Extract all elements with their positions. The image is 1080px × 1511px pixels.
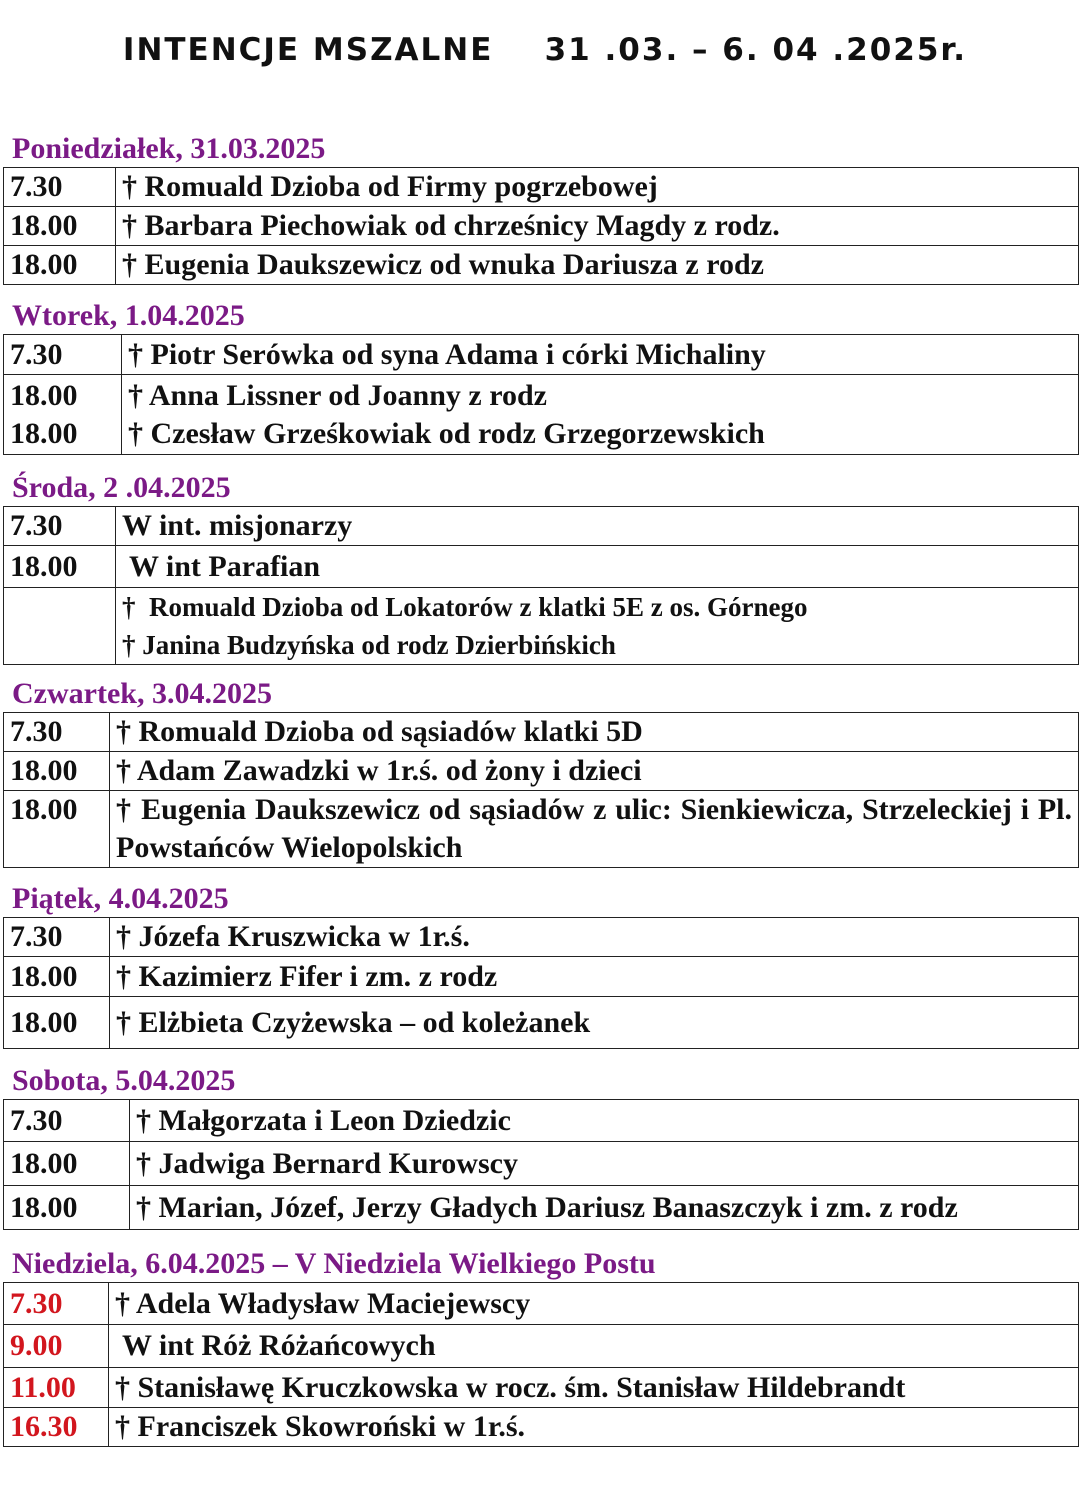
mass-time: 18.00 <box>10 416 78 450</box>
mass-intention: † Stanisławę Kruczkowska w rocz. śm. Stanisław Hildebrandt <box>109 1368 1079 1408</box>
table-row <box>4 507 1079 546</box>
mass-intention: W int Parafian <box>116 546 1079 588</box>
mass-intention: † Małgorzata i Leon Dziedzic <box>130 1100 1079 1142</box>
mass-intention: † Eugenia Daukszewicz od wnuka Dariusza z rodz <box>116 246 1079 285</box>
mass-intention: † Barbara Piechowiak od chrześnicy Magdy z rodz. <box>116 207 1079 246</box>
mass-time: 18.00 <box>4 752 110 791</box>
mass-table-wednesday <box>3 506 1079 665</box>
table-row <box>4 791 1079 868</box>
mass-time: 16.30 <box>4 1408 109 1447</box>
mass-time: 7.30 <box>4 1283 109 1325</box>
mass-intention: † Jadwiga Bernard Kurowscy <box>130 1142 1079 1186</box>
mass-intention: † Eugenia Daukszewicz od sąsiadów z ulic: Sienkiewicza, Strzeleckiej i Pl. Powstańców Wielopolskich <box>110 791 1079 868</box>
mass-time: 18.00 <box>4 546 116 588</box>
mass-time: 7.30 <box>4 1100 130 1142</box>
mass-intention: † Adam Zawadzki w 1r.ś. od żony i dzieci <box>110 752 1079 791</box>
mass-time-cell <box>4 375 122 455</box>
mass-time: 18.00 <box>4 1186 130 1230</box>
mass-time: 7.30 <box>4 918 110 957</box>
table-row <box>4 335 1079 375</box>
mass-intention: † Józefa Kruszwicka w 1r.ś. <box>110 918 1079 957</box>
page-title: INTENCJE MSZALNE 31 .03. – 6. 04 .2025r. <box>122 32 968 68</box>
mass-time: 18.00 <box>4 957 110 997</box>
mass-intention: † Piotr Serówka od syna Adama i córki Michaliny <box>122 335 1079 375</box>
mass-time: 18.00 <box>4 791 110 868</box>
mass-time: 7.30 <box>4 168 116 207</box>
mass-intention: † Anna Lissner od Joanny z rodz <box>128 378 547 412</box>
mass-table-friday <box>3 917 1079 1049</box>
mass-table-thursday <box>3 712 1079 868</box>
mass-intention: † Romuald Dzioba od Firmy pogrzebowej <box>116 168 1079 207</box>
mass-time: 7.30 <box>4 713 110 752</box>
table-row <box>4 1325 1079 1368</box>
table-row <box>4 997 1079 1049</box>
mass-intention: † Romuald Dzioba od Lokatorów z klatki 5E z os. Górnego <box>122 592 808 622</box>
day-heading-saturday: Sobota, 5.04.2025 <box>12 1064 236 1097</box>
mass-table-monday <box>3 167 1079 285</box>
table-row <box>4 1100 1079 1142</box>
mass-intention: W int Róż Różańcowych <box>109 1325 1079 1368</box>
table-row <box>4 918 1079 957</box>
table-row <box>4 207 1079 246</box>
table-row <box>4 246 1079 285</box>
mass-intention: † Elżbieta Czyżewska – od koleżanek <box>110 997 1079 1049</box>
table-row <box>4 375 1079 455</box>
day-heading-monday: Poniedziałek, 31.03.2025 <box>12 132 326 165</box>
mass-table-sunday <box>3 1282 1079 1447</box>
table-row <box>4 1186 1079 1230</box>
mass-intention: † Romuald Dzioba od sąsiadów klatki 5D <box>110 713 1079 752</box>
mass-time: 18.00 <box>4 207 116 246</box>
table-row <box>4 957 1079 997</box>
mass-table-saturday <box>3 1099 1079 1230</box>
mass-time: 18.00 <box>4 997 110 1049</box>
day-heading-thursday: Czwartek, 3.04.2025 <box>12 677 272 710</box>
table-row <box>4 1142 1079 1186</box>
mass-time: 18.00 <box>4 246 116 285</box>
table-row <box>4 168 1079 207</box>
mass-intention: † Franciszek Skowroński w 1r.ś. <box>109 1408 1079 1447</box>
mass-intention-cell <box>122 375 1079 455</box>
mass-intention: † Czesław Grześkowiak od rodz Grzegorzewskich <box>128 416 765 450</box>
day-heading-wednesday: Środa, 2 .04.2025 <box>12 471 231 504</box>
mass-table-tuesday <box>3 334 1079 455</box>
table-row <box>4 1368 1079 1408</box>
day-heading-tuesday: Wtorek, 1.04.2025 <box>12 299 245 332</box>
mass-time <box>4 588 116 665</box>
mass-intention: † Marian, Józef, Jerzy Gładych Dariusz Banaszczyk i zm. z rodz <box>130 1186 1079 1230</box>
mass-time: 18.00 <box>10 378 78 412</box>
table-row <box>4 588 1079 665</box>
table-row <box>4 752 1079 791</box>
mass-time: 11.00 <box>4 1368 109 1408</box>
table-row <box>4 1283 1079 1325</box>
mass-intention: † Adela Władysław Maciejewscy <box>109 1283 1079 1325</box>
day-heading-friday: Piątek, 4.04.2025 <box>12 882 229 915</box>
mass-time: 9.00 <box>4 1325 109 1368</box>
table-row <box>4 1408 1079 1447</box>
mass-time: 7.30 <box>4 507 116 546</box>
mass-intention: † Kazimierz Fifer i zm. z rodz <box>110 957 1079 997</box>
table-row <box>4 713 1079 752</box>
mass-intention-cell <box>116 588 1079 665</box>
table-row <box>4 546 1079 588</box>
day-heading-sunday: Niedziela, 6.04.2025 – V Niedziela Wielkiego Postu <box>12 1247 656 1280</box>
mass-intention: † Janina Budzyńska od rodz Dzierbińskich <box>122 630 616 660</box>
mass-time: 18.00 <box>4 1142 130 1186</box>
mass-intention: W int. misjonarzy <box>116 507 1079 546</box>
mass-time: 7.30 <box>4 335 122 375</box>
